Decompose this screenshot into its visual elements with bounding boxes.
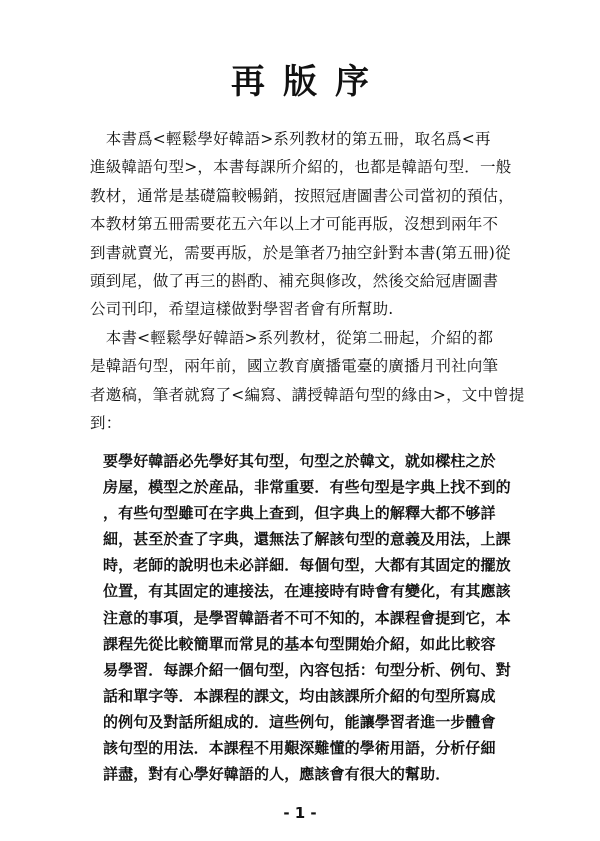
quote-line: 詳盡，對有心學好韓語的人，應該會有很大的幫助．	[103, 765, 451, 784]
paragraph-1-line: 到書就賣光，需要再版，於是筆者乃抽空針對本書(第五冊)從	[90, 243, 511, 262]
paragraph-1-line: 本書爲<輕鬆學好韓語>系列教材的第五冊，取名爲<再	[90, 130, 491, 148]
quote-line: 房屋，模型之於産品，非常重要．有些句型是字典上找不到的	[103, 478, 511, 497]
quoted-passage	[103, 448, 528, 787]
quote-line: 話和單字等．本課程的課文，均由該課所介紹的句型所寫成	[103, 686, 496, 705]
quote-line: 課程先從比較簡單而常見的基本句型開始介紹，如此比較容	[103, 634, 496, 653]
paragraph-1-line: 教材，通常是基礎篇較暢銷，按照冠唐圖書公司當初的預估，	[90, 186, 514, 205]
paragraph-2-line: 本書<輕鬆學好韓語>系列教材，從第二冊起，介紹的都	[90, 328, 494, 347]
quote-line: ，有些句型雖可在字典上查到，但字典上的解釋大都不够詳	[103, 504, 496, 523]
page-number: - 1 -	[283, 804, 317, 822]
paragraph-2-line: 到：	[90, 414, 122, 433]
quote-line: 時，老師的說明也未必詳細．每個句型，大都有其固定的擺放	[103, 556, 511, 575]
paragraph-1-line: 公司刊印，希望這樣做對學習者會有所幫助.	[90, 300, 394, 319]
page-title: 再版序	[231, 62, 387, 102]
quote-line: 位置，有其固定的連接法，在連接時有時會有變化，有其應該	[103, 582, 511, 601]
quote-line: 注意的事項，是學習韓語者不可不知的，本課程會提到它，本	[103, 608, 511, 627]
quote-line: 細，甚至於查了字典，還無法了解該句型的意義及用法，上課	[103, 530, 511, 549]
quote-line: 該句型的用法．本課程不用艱深難懂的學術用語，分析仔細	[103, 739, 496, 758]
paragraph-1-line: 進級韓語句型>，本書每課所介紹的，也都是韓語句型．一般	[90, 158, 512, 177]
paragraph-2-line: 者邀稿，筆者就寫了<編寫、講授韓語句型的緣由>，文中曾提	[90, 385, 525, 404]
preface-body	[90, 125, 530, 437]
quote-line: 要學好韓語必先學好其句型，句型之於韓文，就如樑柱之於	[103, 452, 496, 470]
paragraph-2-line: 是韓語句型，兩年前，國立教育廣播電臺的廣播月刊社向筆	[90, 357, 499, 376]
paragraph-1-line: 本教材第五冊需要花五六年以上才可能再版，沒想到兩年不	[90, 215, 499, 234]
quote-line: 的例句及對話所組成的．這些例句，能讓學習者進一步體會	[103, 712, 496, 731]
quote-line: 易學習．每課介紹一個句型，內容包括：句型分析、例句、對	[103, 660, 511, 679]
paragraph-1-line: 頭到尾，做了再三的斟酌、補充與修改，然後交給冠唐圖書	[90, 272, 499, 291]
